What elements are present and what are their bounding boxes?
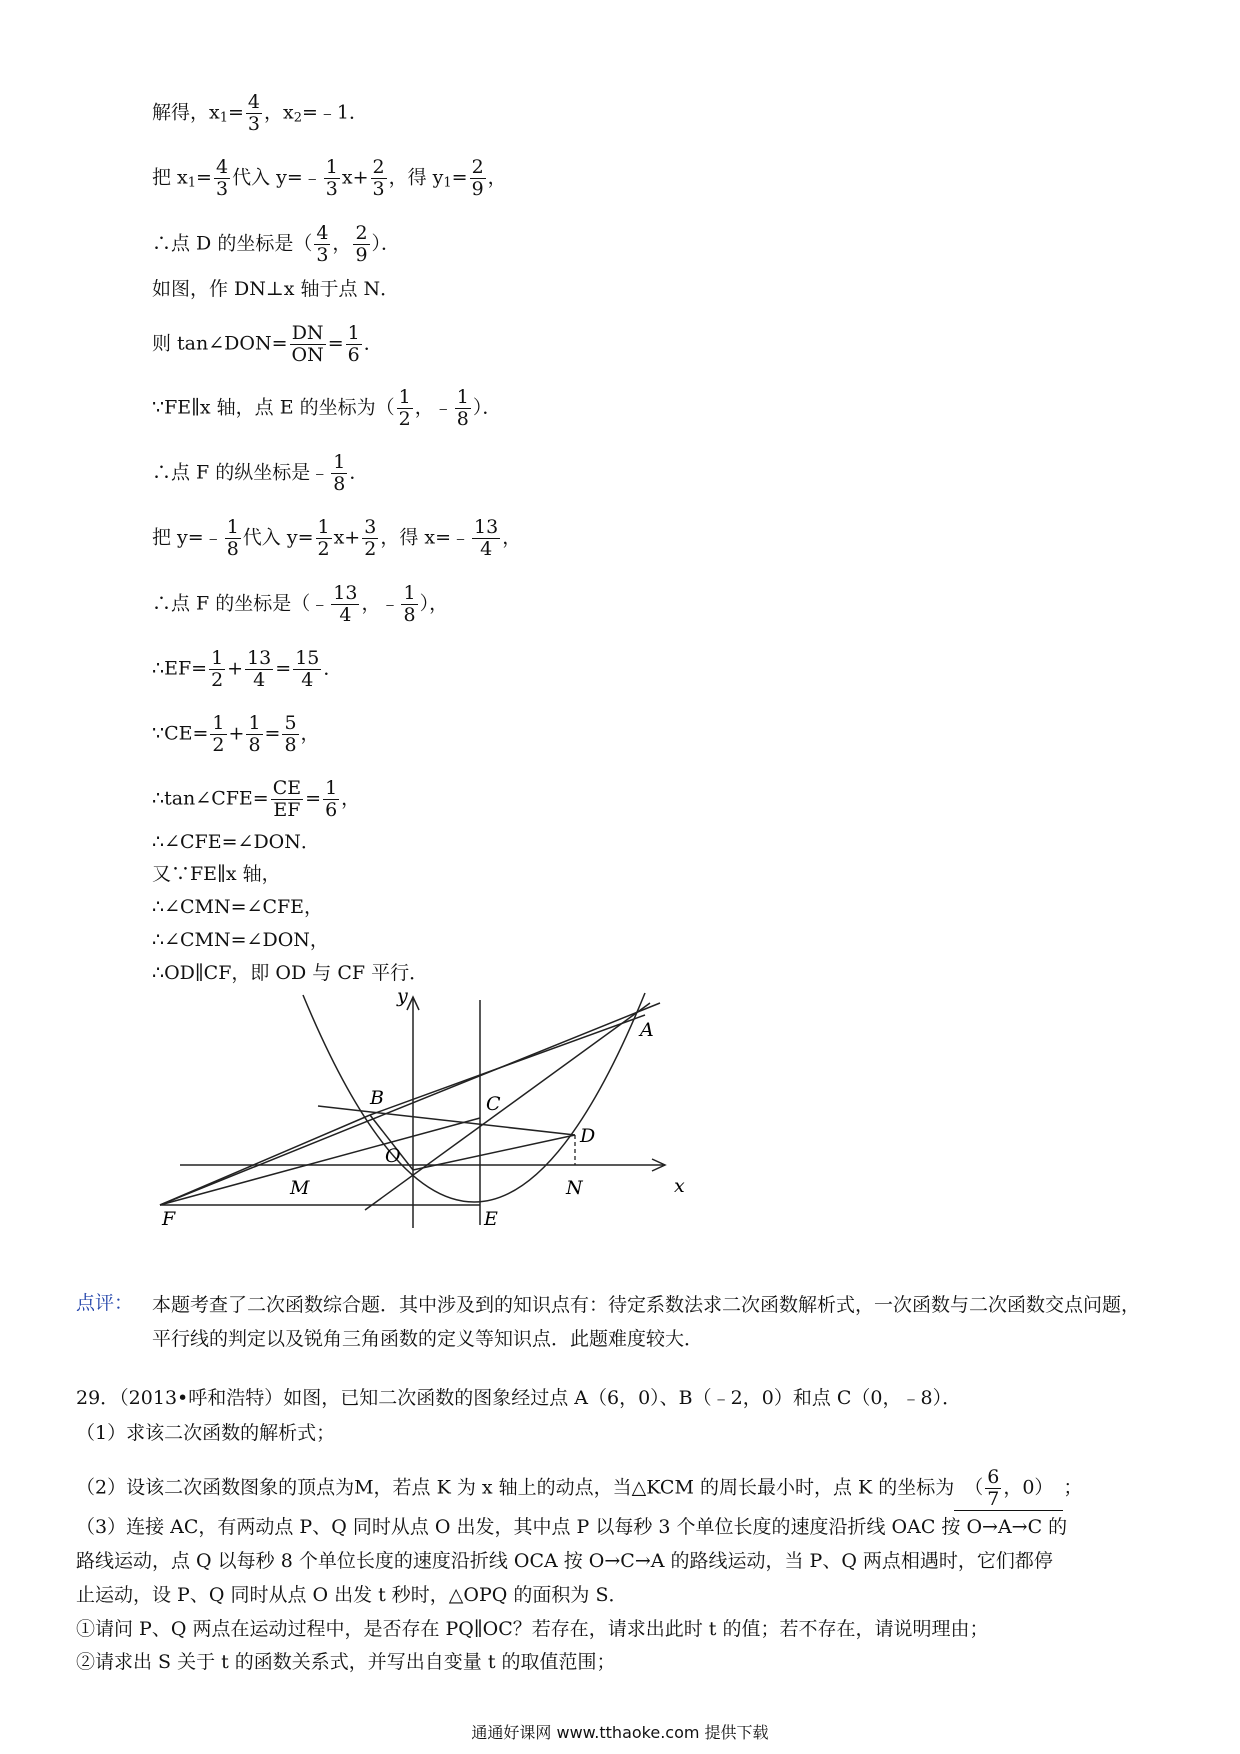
- solution-line-2: 把 $x_1=$ $\frac{4}{3}$ 代入 y=﹣ $\frac{1}{3}$ x+ $\frac{2}{3}$ ，得 $y_1=$ $\frac{2}{9}$ ，: [152, 156, 507, 200]
- question-part-1: （1）求该二次函数的解析式；: [76, 1422, 336, 1444]
- fraction: $\frac{1}{2}$: [398, 386, 411, 430]
- label-y: y: [397, 985, 408, 1007]
- comment-text: 本题考查了二次函数综合题．其中涉及到的知识点有：待定系数法求二次函数解析式，一次函数与二次函数交点问题，平行线的判定以及锐角三角函数的定义等知识点．此题难度较大．: [152, 1294, 1141, 1350]
- solution-line-1: 解得，$x_1=$ $\frac{4}{3}$ ，$x_2=﹣1$．: [152, 91, 369, 135]
- question-stem: 29．（2013•呼和浩特）如图，已知二次函数的图象经过点 A（6，0）、B（﹣2，0）和点 C（0，﹣8）．: [76, 1387, 962, 1409]
- solution-line-13: ∴∠CFE=∠DON．: [152, 831, 320, 853]
- solution-line-3: ∴点 D 的坐标是（ $\frac{4}{3}$ ， $\frac{2}{9}$ ）．: [152, 222, 401, 266]
- fraction: $\frac{1}{8}$: [456, 386, 469, 430]
- fraction: $\frac{DN}{ON}$: [291, 322, 324, 366]
- fraction: $\frac{1}{3}$: [325, 156, 338, 200]
- label-d: D: [580, 1125, 596, 1147]
- fraction: $\frac{CE}{EF}$: [272, 777, 302, 821]
- fraction: $\frac{13}{4}$: [333, 582, 358, 626]
- comment-label: 点评：: [76, 1292, 134, 1314]
- line-fa: [160, 1003, 660, 1205]
- line-fb: [160, 1115, 370, 1205]
- solution-line-4: 如图，作 DN⊥x 轴于点 N．: [152, 278, 400, 300]
- fraction: $\frac{1}{2}$: [211, 647, 224, 691]
- label-m: M: [290, 1177, 310, 1199]
- parabola-figure: [150, 980, 710, 1240]
- question-part-2: （2）设该二次函数图象的顶点为M，若点 K 为 x 轴上的动点，当△KCM 的周长最小时，点 K 的坐标为 （ $\frac{6}{7}$ ，0） ；: [76, 1466, 1083, 1510]
- page-footer: 通通好课网 www.tthaoke.com 提供下载: [471, 1723, 769, 1742]
- fraction: $\frac{1}{8}$: [248, 712, 261, 756]
- fraction: $\frac{1}{8}$: [403, 582, 416, 626]
- label-x: x: [674, 1175, 685, 1197]
- question-part-3-line-1: （3）连接 AC，有两动点 P、Q 同时从点 O 出发，其中点 P 以每秒 3 个单位长度的速度沿折线 OAC 按 O→A→C 的: [76, 1516, 1068, 1538]
- fraction: $\frac{1}{2}$: [317, 516, 330, 560]
- fraction: $\frac{1}{8}$: [333, 451, 346, 495]
- solution-line-15: ∴∠CMN=∠CFE，: [152, 896, 324, 918]
- fraction: $\frac{1}{6}$: [347, 322, 360, 366]
- solution-line-17: ∴OD∥CF，即 OD 与 CF 平行．: [152, 962, 429, 984]
- solution-line-14: 又∵FE∥x 轴，: [152, 863, 281, 885]
- label-o: O: [385, 1145, 401, 1167]
- label-c: C: [486, 1093, 501, 1115]
- fraction: $\frac{1}{2}$: [212, 712, 225, 756]
- fraction: $\frac{13}{4}$: [474, 516, 499, 560]
- answer-blank: （ $\frac{6}{7}$ ，0）: [954, 1467, 1063, 1511]
- solution-line-12: ∴tan∠CFE= $\frac{CE}{EF}$ = $\frac{1}{6}$ ，: [152, 777, 361, 821]
- solution-line-7: ∴点 F 的纵坐标是﹣ $\frac{1}{8}$ ．: [152, 451, 369, 495]
- fraction: $\frac{5}{8}$: [284, 712, 297, 756]
- solution-line-9: ∴点 F 的坐标是（﹣ $\frac{13}{4}$ ，﹣ $\frac{1}{8}$ ），: [152, 582, 449, 626]
- solution-line-5: 则 tan∠DON= $\frac{DN}{ON}$ = $\frac{1}{6}$ ．: [152, 322, 383, 366]
- question-part-3-line-3: 止运动，设 P、Q 同时从点 O 出发 t 秒时，△OPQ 的面积为 S．: [76, 1584, 628, 1606]
- fraction: $\frac{15}{4}$: [295, 647, 320, 691]
- solution-line-16: ∴∠CMN=∠DON，: [152, 929, 329, 951]
- fraction: $\frac{13}{4}$: [247, 647, 272, 691]
- fraction: $\frac{4}{3}$: [215, 156, 229, 200]
- question-sub-1: ①请问 P、Q 两点在运动过程中，是否存在 PQ∥OC？若存在，请求出此时 t 的值；若不存在，请说明理由；: [76, 1618, 989, 1640]
- question-sub-2: ②请求出 S 关于 t 的函数关系式，并写出自变量 t 的取值范围；: [76, 1651, 616, 1673]
- fraction: $\frac{2}{9}$: [355, 222, 368, 266]
- fraction: $\frac{2}{9}$: [471, 156, 484, 200]
- line-oa: [365, 1003, 650, 1210]
- fraction: $\frac{4}{3}$: [247, 91, 261, 135]
- label-a: A: [640, 1019, 654, 1041]
- parabola-curve: [303, 993, 645, 1202]
- label-e: E: [484, 1208, 498, 1230]
- label-f: F: [162, 1208, 176, 1230]
- solution-line-8: 把 y=﹣ $\frac{1}{8}$ 代入 y= $\frac{1}{2}$ x+ $\frac{3}{2}$ ，得 x=﹣ $\frac{13}{4}$ ，: [152, 516, 522, 560]
- fraction: $\frac{2}{3}$: [372, 156, 385, 200]
- label-n: N: [566, 1177, 583, 1199]
- fraction: $\frac{3}{2}$: [364, 516, 377, 560]
- fraction: $\frac{4}{3}$: [316, 222, 329, 266]
- fraction: $\frac{6}{7}$: [987, 1466, 1000, 1510]
- question-part-3-line-2: 路线运动，点 Q 以每秒 8 个单位长度的速度沿折线 OCA 按 O→C→A 的路线运动，当 P、Q 两点相遇时，它们都停: [76, 1550, 1053, 1572]
- solution-line-10: ∴EF= $\frac{1}{2}$ + $\frac{13}{4}$ = $\frac{15}{4}$ ．: [152, 647, 343, 691]
- line-ba: [370, 1015, 645, 1115]
- label-b: B: [370, 1087, 384, 1109]
- fraction: $\frac{1}{8}$: [226, 516, 239, 560]
- solution-line-6: ∵FE∥x 轴，点 E 的坐标为（ $\frac{1}{2}$ ，﹣ $\frac{1}{8}$ ）．: [152, 386, 502, 430]
- solution-line-11: ∵CE= $\frac{1}{2}$ + $\frac{1}{8}$ = $\frac{5}{8}$ ，: [152, 712, 320, 756]
- fraction: $\frac{1}{6}$: [325, 777, 338, 821]
